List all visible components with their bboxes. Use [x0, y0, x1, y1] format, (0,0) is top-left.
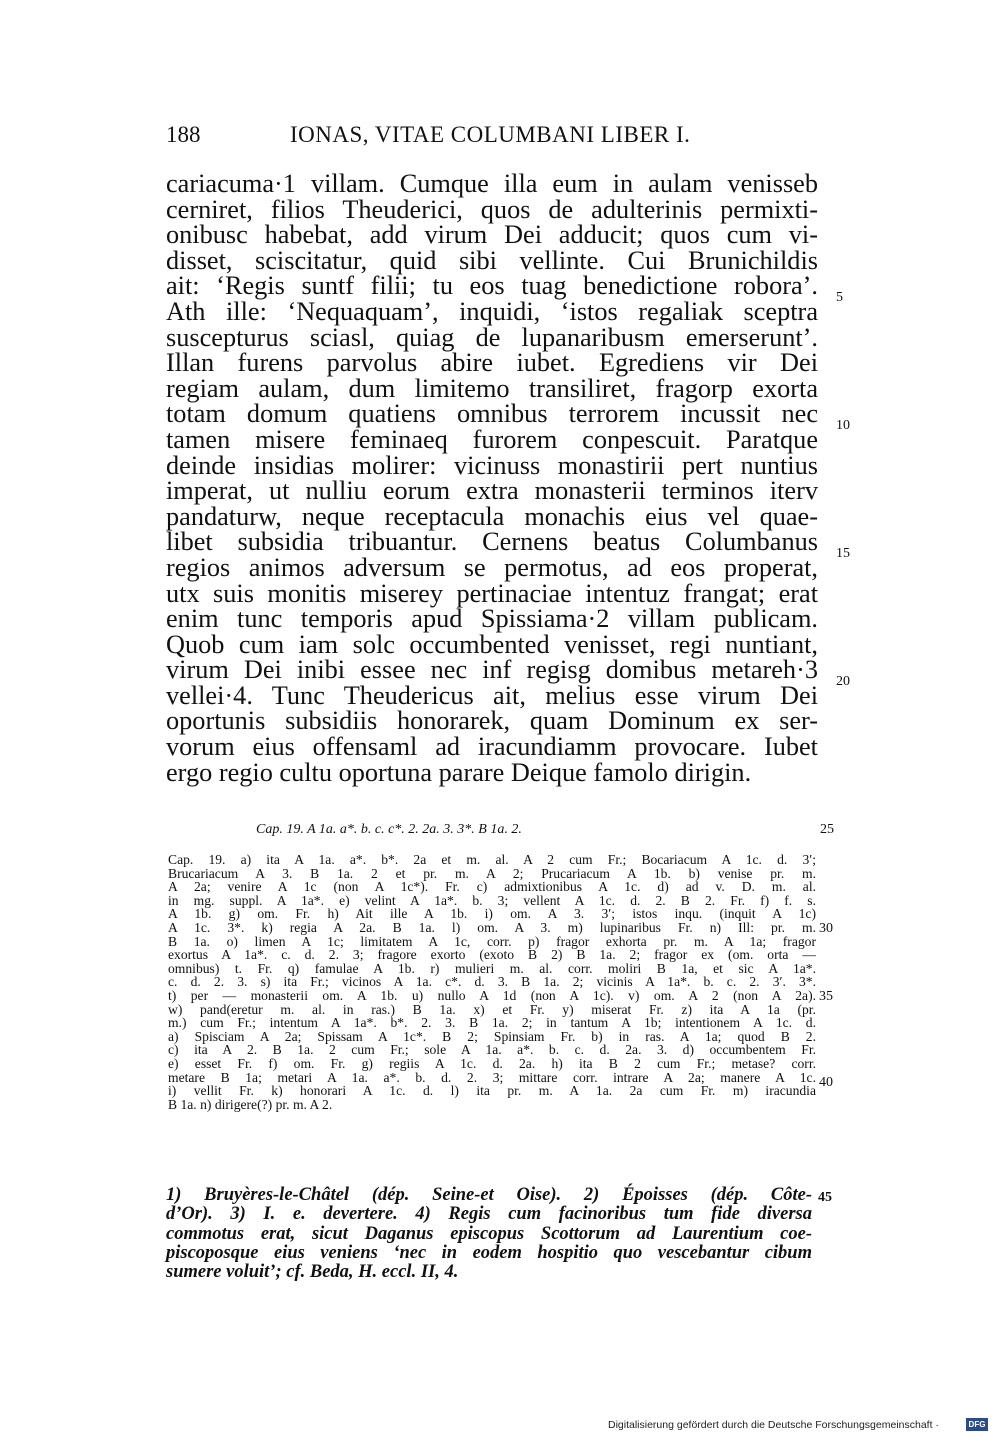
apparatus-line: m.) cum Fr.; intentum A 1a*. b*. 2. 3. B 1a. 2; in tantum A 1b; intentionem A 1c. d. — [168, 1015, 816, 1031]
text-line: libet subsidia tribuantur. Cernens beatus Columbanus — [166, 527, 818, 557]
footnote-line: sumere voluit’; cf. Beda, H. eccl. II, 4. — [166, 1262, 459, 1283]
text-line: Illan furens parvolus abire iubet. Egrediens vir Dei — [166, 348, 818, 378]
apparatus-line: w) pand(eretur m. al. in ras.) B 1a. x) et Fr. y) miserat Fr. z) ita A 1a (pr. — [168, 1001, 816, 1017]
apparatus-line: B 1a. n) dirigere(?) pr. m. A 2. — [168, 1096, 333, 1112]
apparatus-line: Cap. 19. a) ita A 1a. a*. b*. 2a et m. al. A 2 cum Fr.; Bocariacum A 1c. d. 3′; — [168, 852, 816, 867]
text-line: totam domum quatiens omnibus terrorem incussit nec — [166, 399, 818, 429]
page-number: 188 — [166, 122, 201, 147]
digitization-credit: Digitalisierung gefördert durch die Deutsche Forschungsgemeinschaft · — [608, 1419, 939, 1431]
text-line: vorum eius offensaml ad iracundiamm provocare. Iubet — [166, 732, 818, 762]
text-line: disset, sciscitatur, quid sibi vellinte. Cui Brunichildis — [166, 245, 818, 275]
line-number: 15 — [836, 546, 850, 561]
text-line: enim tunc temporis apud Spissiama·2 villam publicam. — [166, 604, 818, 634]
apparatus-line: a) Spisciam A 2a; Spissam A 1c*. B 2; Spinsiam Fr. b) in ras. A 1a; quod B 2. — [168, 1028, 816, 1044]
manuscript-sigla-line: Cap. 19. A 1a. a*. b. c. c*. 2. 2a. 3. 3*. B 1a. 2. — [256, 822, 522, 837]
text-line: virum Dei inibi essee nec inf regisg domibus metareh·3 — [166, 655, 818, 685]
text-line: deinde insidias molirer: vicinuss monastirii pert nuntius — [166, 450, 818, 480]
line-number: 35 — [819, 989, 833, 1004]
footnote-line: piscoposque eius veniens ‘nec in eodem hospitio quo vescebantur cibum — [166, 1242, 812, 1263]
text-line: onibusc habebat, add virum Dei adducit; quos cum vi- — [166, 220, 818, 250]
apparatus-line: exortus A 1a*. c. d. 2. 3; fragore exorto (exoto B 2) B 1a. 2; fragor ex (om. orta — — [168, 947, 816, 963]
text-line: ergo regio cultu oportuna parare Deique famolo dirigin. — [166, 757, 752, 787]
line-number: 25 — [820, 822, 834, 837]
line-number: 10 — [836, 418, 850, 433]
line-number: 30 — [819, 921, 833, 936]
apparatus-line: metare B 1a; metari A 1a. a*. b. d. 2. 3; mittare corr. intrare A 2a; manere A 1c. — [168, 1069, 816, 1085]
apparatus-line: B 1a. o) limen A 1c; limitatem A 1c, corr. p) fragor exhorta pr. m. A 1a; fragor — [168, 933, 816, 949]
text-line: suscepturus sciasl, quiag de lupanaribusm emerserunt’. — [166, 322, 818, 352]
text-line: tamen misere feminaeq furorem conpescuit. Paratque — [166, 424, 818, 454]
text-line: Quob cum iam solc occumbented venisset, regi nuntiant, — [166, 629, 818, 659]
text-line: regios animos adversum se permotus, ad eos properat, — [166, 552, 818, 582]
text-line: cerniret, filios Theuderici, quos de adulterinis permixti- — [166, 194, 818, 224]
line-number: 45 — [818, 1190, 832, 1205]
running-title: IONAS, VITAE COLUMBANI LIBER I. — [290, 122, 691, 147]
critical-apparatus — [168, 853, 816, 1111]
text-line: Ath ille: ‘Nequaquam’, inquidi, ‘istos regaliak sceptra — [166, 296, 818, 326]
text-line: regiam aulam, dum limitemo transiliret, fragorp exorta — [166, 373, 818, 403]
apparatus-line: c) ita A 2. B 1a. 2 cum Fr.; sole A 1a. a*. b. c. d. 2a. 3. d) occumbentem Fr. — [168, 1042, 816, 1058]
footnote-line: d’Or). 3) I. e. devertere. 4) Regis cum facinoribus tum fide diversa — [166, 1204, 812, 1225]
line-number: 5 — [836, 290, 843, 305]
text-line: oportunis subsidiis honorarek, quam Dominum ex ser- — [166, 706, 818, 736]
text-line: cariacuma·1 villam. Cumque illa eum in aulam venisseb — [166, 169, 818, 198]
apparatus-line: Brucariacum A 3. B 1a. 2 et pr. m. A 2; Prucariacum A 1b. b) venise pr. m. — [168, 865, 816, 881]
footnote-line: 1) Bruyères-le-Châtel (dép. Seine-et Oise). 2) Époisses (dép. Côte- — [166, 1185, 812, 1205]
apparatus-line: c. d. 2. 3. s) ita Fr.; vicinos A 1a. c*. d. 3. B 1a. 2; vicinis A 1a*. b. c. 2. 3′. 3*. — [168, 974, 816, 990]
apparatus-line: A 1b. g) om. Fr. h) Ait ille A 1b. i) om. A 3. 3′; istos inqu. (inquit A 1c) — [168, 906, 816, 922]
footnote-line: commotus erat, sicut Daganus episcopus Scottorum ad Laurentium coe- — [166, 1223, 812, 1244]
line-number: 40 — [819, 1075, 833, 1090]
main-text — [166, 171, 818, 785]
apparatus-line: in mg. suppl. A 1a*. e) velint A 1a*. b. 3; vellent A 1c. d. 2. B 2. Fr. f) f. s. — [168, 892, 816, 908]
dfg-logo: DFG — [966, 1418, 988, 1431]
text-line: ait: ‘Regis suntf filii; tu eos tuag benedictione robora’. — [166, 271, 818, 301]
apparatus-line: A 1c. 3*. k) regia A 2a. B 1a. l) om. A 3. m) lupinaribus Fr. n) Ill: pr. m. — [168, 919, 816, 935]
footnotes — [166, 1186, 812, 1282]
line-number: 20 — [836, 674, 850, 689]
apparatus-line: i) vellit Fr. k) honorari A 1c. d. l) ita pr. m. A 1a. 2a cum Fr. m) iracundia — [168, 1083, 816, 1099]
apparatus-line: omnibus) t. Fr. q) famulae A 1b. r) mulieri m. al. corr. moliri B 1a, et sic A 1a*. — [168, 960, 816, 976]
text-line: imperat, ut nulliu eorum extra monasterii terminos iterv — [166, 476, 818, 506]
text-line: vellei·4. Tunc Theudericus ait, melius esse virum Dei — [166, 680, 818, 710]
apparatus-line: A 2a; venire A 1c (non A 1c*). Fr. c) admixtionibus A 1c. d) ad v. D. m. al. — [168, 879, 816, 895]
apparatus-line: e) esset Fr. f) om. Fr. g) regiis A 1c. d. 2a. h) ita B 2 cum Fr.; metase? corr. — [168, 1055, 816, 1071]
text-line: utx suis monitis miserey pertinaciae intentuz frangat; erat — [166, 578, 818, 608]
apparatus-line: t) per — monasterii om. A 1b. u) nullo A 1d (non A 1c). v) om. A 2 (non A 2a). — [168, 987, 816, 1003]
text-line: pandaturw, neque receptacula monachis eius vel quae- — [166, 501, 818, 531]
page-header — [166, 122, 816, 154]
